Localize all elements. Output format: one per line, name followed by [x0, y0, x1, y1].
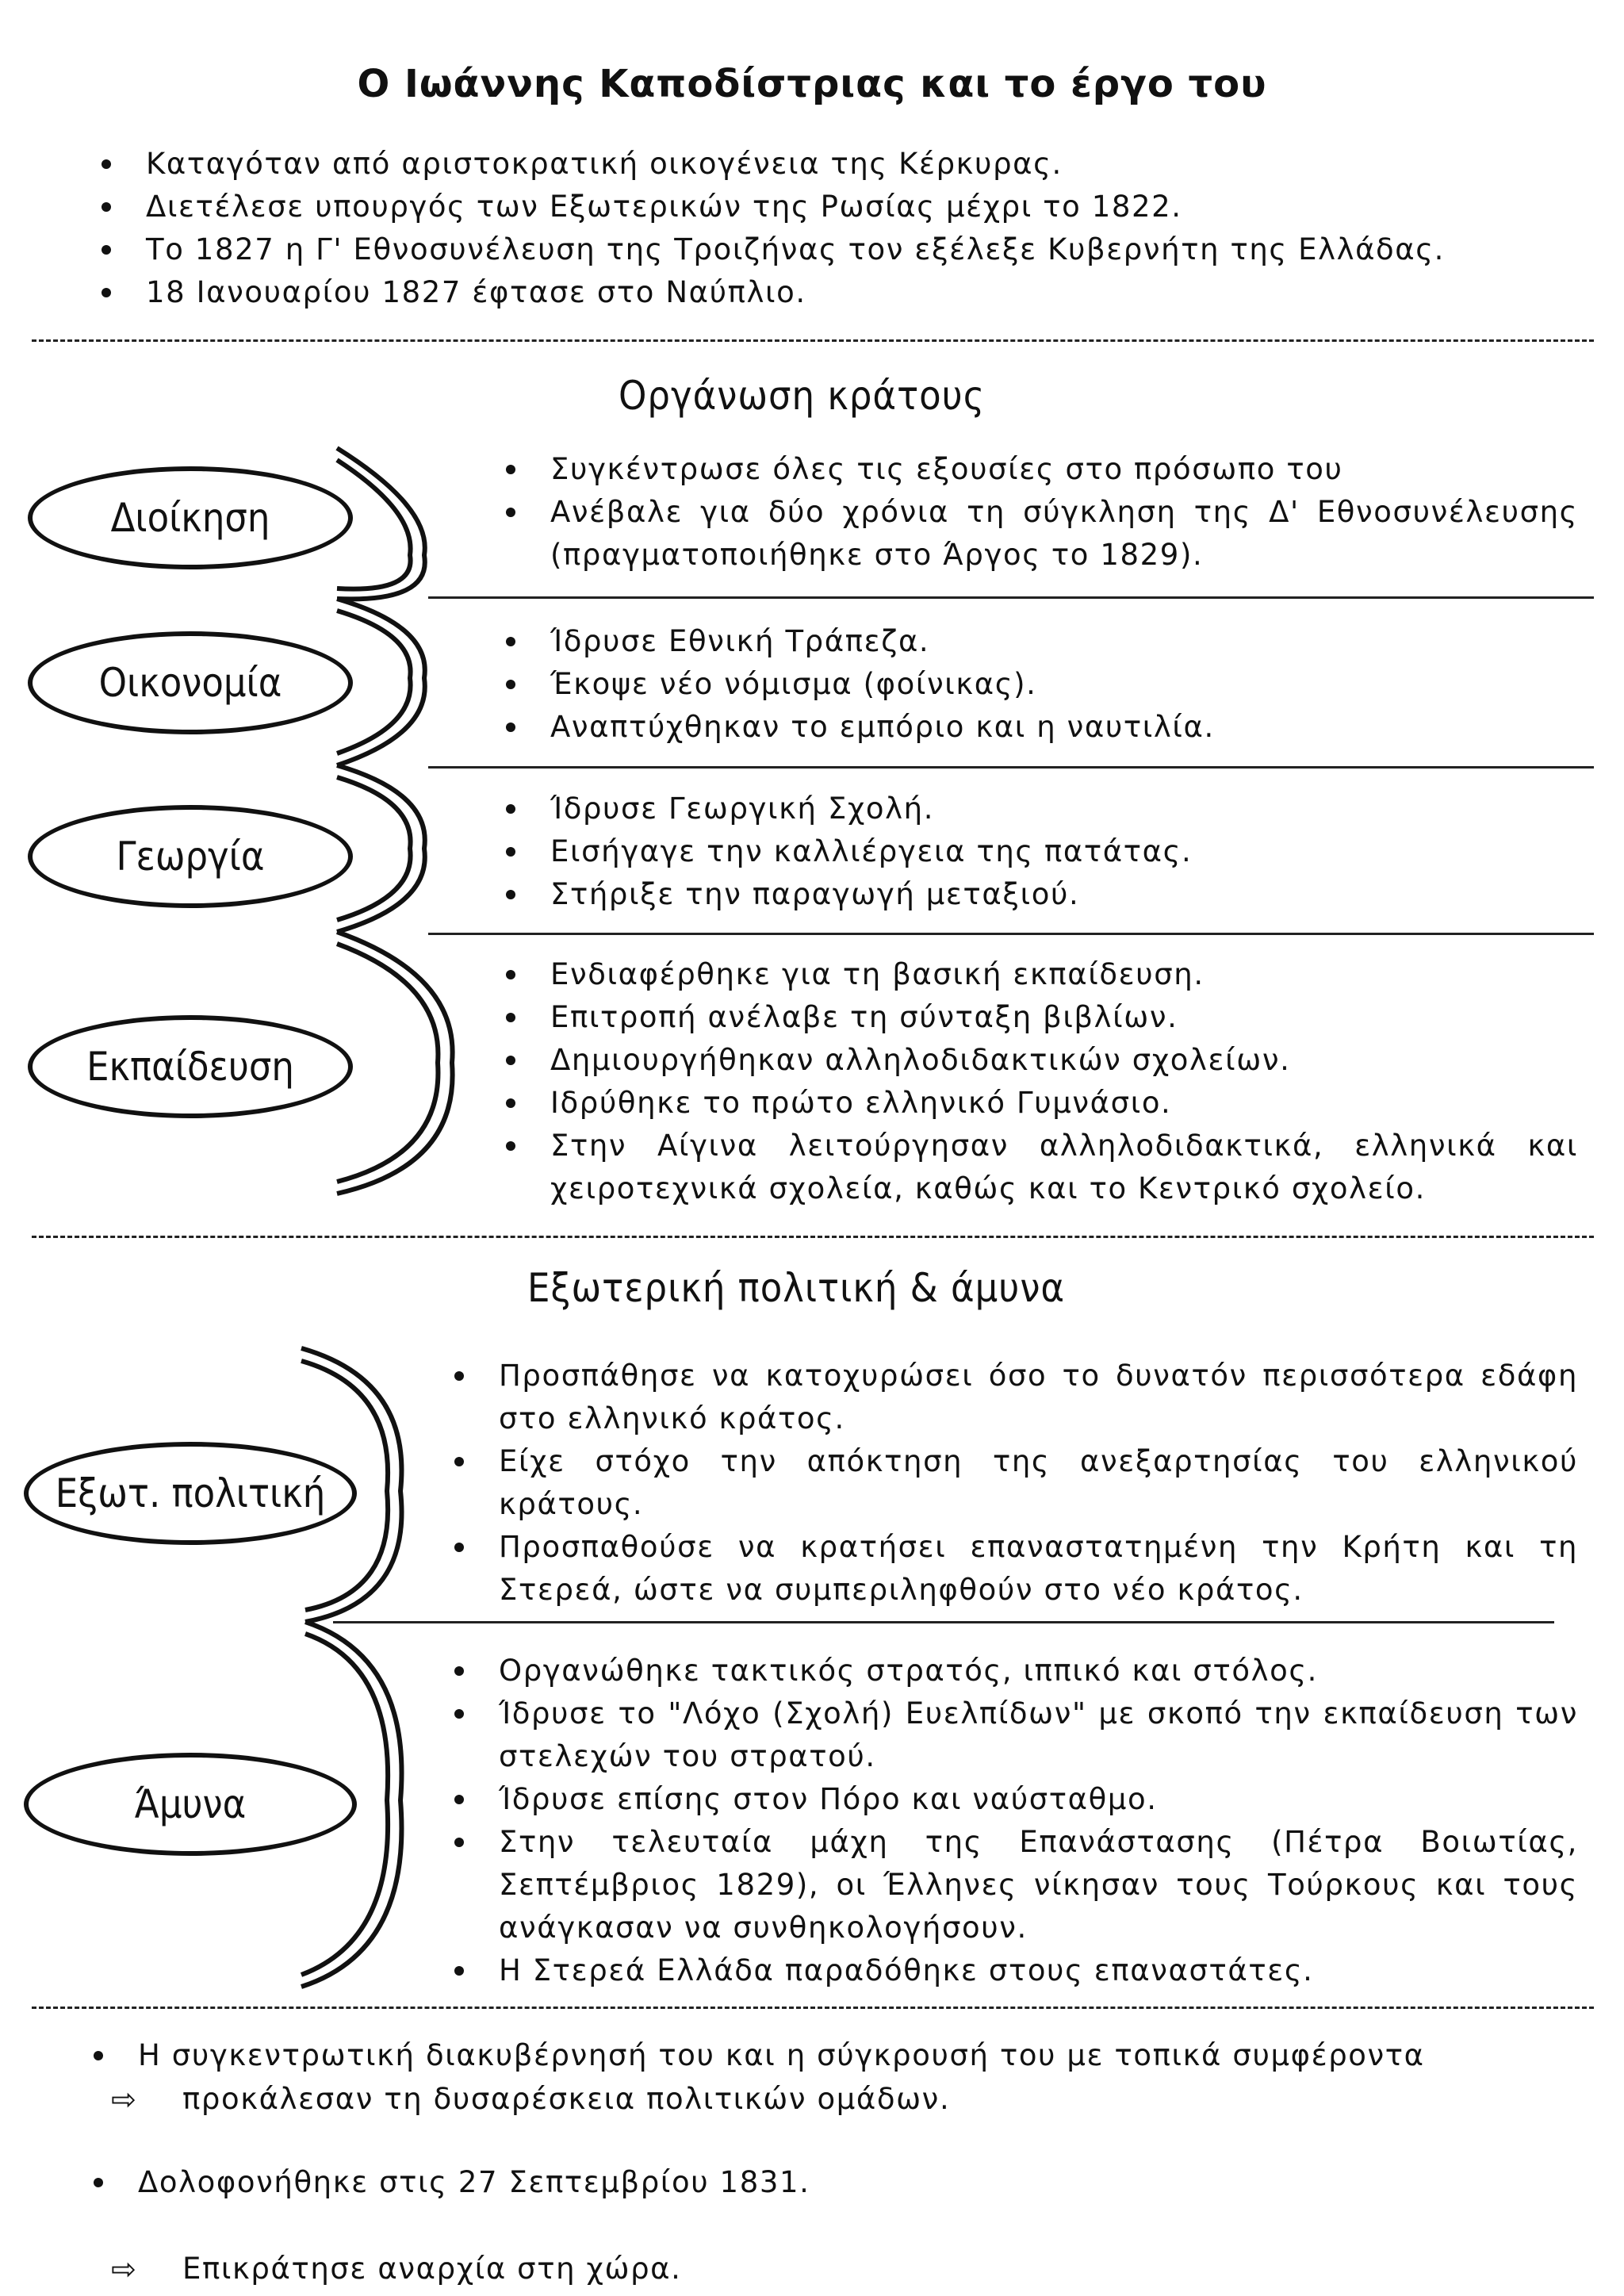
end-list-2 — [87, 2161, 1578, 2204]
oval-oikonomia: Οικονομία — [28, 631, 353, 734]
end-list-1 — [87, 2034, 1578, 2077]
oval-exoteriki: Εξωτ. πολιτική — [24, 1442, 357, 1545]
list-item: Έκοψε νέο νόμισμα (φοίνικας). — [500, 663, 1578, 706]
list-item: Αναπτύχθηκαν το εμπόριο και η ναυτιλία. — [500, 706, 1578, 749]
oval-ekpaideusi: Εκπαίδευση — [28, 1015, 353, 1118]
intro-list — [95, 143, 1538, 314]
row-separator — [333, 1621, 1554, 1623]
intro-item: Διετέλεσε υπουργός των Εξωτερικών της Ρωσίας μέχρι το 1822. — [95, 186, 1538, 228]
end-arrow-line-1 — [111, 2078, 1610, 2121]
row-separator — [428, 933, 1594, 935]
section-heading-foreign: Εξωτερική πολιτική & άμυνα — [527, 1265, 1066, 1311]
list-item: Ιδρύθηκε το πρώτο ελληνικό Γυμνάσιο. — [500, 1082, 1578, 1125]
divider — [32, 1236, 1594, 1238]
divider — [32, 339, 1594, 342]
list-item: Οργανώθηκε τακτικός στρατός, ιππικό και στόλος. — [448, 1650, 1578, 1692]
oval-dioikisi: Διοίκηση — [28, 466, 353, 569]
end-arrow-text: προκάλεσαν τη δυσαρέσκεια πολιτικών ομάδων. — [182, 2082, 951, 2116]
list-item: Προσπάθησε να κατοχυρώσει όσο το δυνατόν περισσότερα εδάφη στο ελληνικό κράτος. — [448, 1355, 1578, 1440]
intro-item: Το 1827 η Γ' Εθνοσυνέλευση της Τροιζήνας τον εξέλεξε Κυβερνήτη της Ελλάδας. — [95, 228, 1538, 271]
intro-item: Καταγόταν από αριστοκρατική οικογένεια της Κέρκυρας. — [95, 143, 1538, 186]
list-item: Ίδρυσε επίσης στον Πόρο και ναύσταθμο. — [448, 1778, 1578, 1821]
list-item: Στην Αίγινα λειτούργησαν αλληλοδιδακτικά, ελληνικά και χειροτεχνικά σχολεία, καθώς και το Κεντρικό σχολείο. — [500, 1125, 1578, 1210]
divider — [32, 2007, 1594, 2009]
list-exoteriki — [448, 1355, 1578, 1612]
list-item: Δημιουργήθηκαν αλληλοδιδακτικών σχολείων. — [500, 1039, 1578, 1082]
arrow-right-icon: ⇨ — [111, 2252, 138, 2286]
end-arrow-text: Επικράτησε αναρχία στη χώρα. — [182, 2252, 682, 2286]
list-ekpaideusi — [500, 953, 1578, 1210]
row-separator — [428, 596, 1594, 599]
list-item: Ίδρυσε Γεωργική Σχολή. — [500, 788, 1578, 830]
list-item: Ενδιαφέρθηκε για τη βασική εκπαίδευση. — [500, 953, 1578, 996]
end-arrow-line-2 — [111, 2248, 1610, 2290]
intro-item: 18 Ιανουαρίου 1827 έφτασε στο Ναύπλιο. — [95, 271, 1538, 314]
list-item: Ίδρυσε Εθνική Τράπεζα. — [500, 620, 1578, 663]
page-title: Ο Ιωάννης Καποδίστριας και το έργο του — [357, 62, 1267, 106]
list-amyna — [448, 1650, 1578, 1992]
list-item: Η Στερεά Ελλάδα παραδόθηκε στους επαναστάτες. — [448, 1949, 1578, 1992]
oval-amyna: Άμυνα — [24, 1753, 357, 1856]
list-item: Ανέβαλε για δύο χρόνια τη σύγκληση της Δ' Εθνοσυνέλευσης (πραγματοποιήθηκε στο Άργος το 1829). — [500, 491, 1578, 577]
oval-georgia: Γεωργία — [28, 805, 353, 908]
list-oikonomia — [500, 620, 1578, 749]
list-item: Ίδρυσε το "Λόχο (Σχολή) Ευελπίδων" με σκοπό την εκπαίδευση των στελεχών του στρατού. — [448, 1692, 1578, 1778]
list-item: Είχε στόχο την απόκτηση της ανεξαρτησίας του ελληνικού κράτους. — [448, 1440, 1578, 1526]
list-georgia — [500, 788, 1578, 916]
list-item: Προσπαθούσε να κρατήσει επαναστατημένη την Κρήτη και τη Στερεά, ώστε να συμπεριληφθούν στο νέο κράτος. — [448, 1526, 1578, 1612]
list-item: Εισήγαγε την καλλιέργεια της πατάτας. — [500, 830, 1578, 873]
list-item: Στήριξε την παραγωγή μεταξιού. — [500, 873, 1578, 916]
list-item: Συγκέντρωσε όλες τις εξουσίες στο πρόσωπο του — [500, 448, 1578, 491]
list-item: Στην τελευταία μάχη της Επανάστασης (Πέτρα Βοιωτίας, Σεπτέμβριος 1829), οι Έλληνες νίκησαν τους Τούρκους και τους ανάγκασαν να συνθηκολογήσουν. — [448, 1821, 1578, 1949]
end-item: Δολοφονήθηκε στις 27 Σεπτεμβρίου 1831. — [87, 2161, 1578, 2204]
list-item: Επιτροπή ανέλαβε τη σύνταξη βιβλίων. — [500, 996, 1578, 1039]
section-heading-organization: Οργάνωση κράτους — [619, 373, 986, 419]
list-dioikisi — [500, 448, 1578, 577]
end-item: Η συγκεντρωτική διακυβέρνησή του και η σύγκρουσή του με τοπικά συμφέροντα — [87, 2034, 1578, 2077]
arrow-right-icon: ⇨ — [111, 2082, 138, 2117]
row-separator — [428, 766, 1594, 769]
